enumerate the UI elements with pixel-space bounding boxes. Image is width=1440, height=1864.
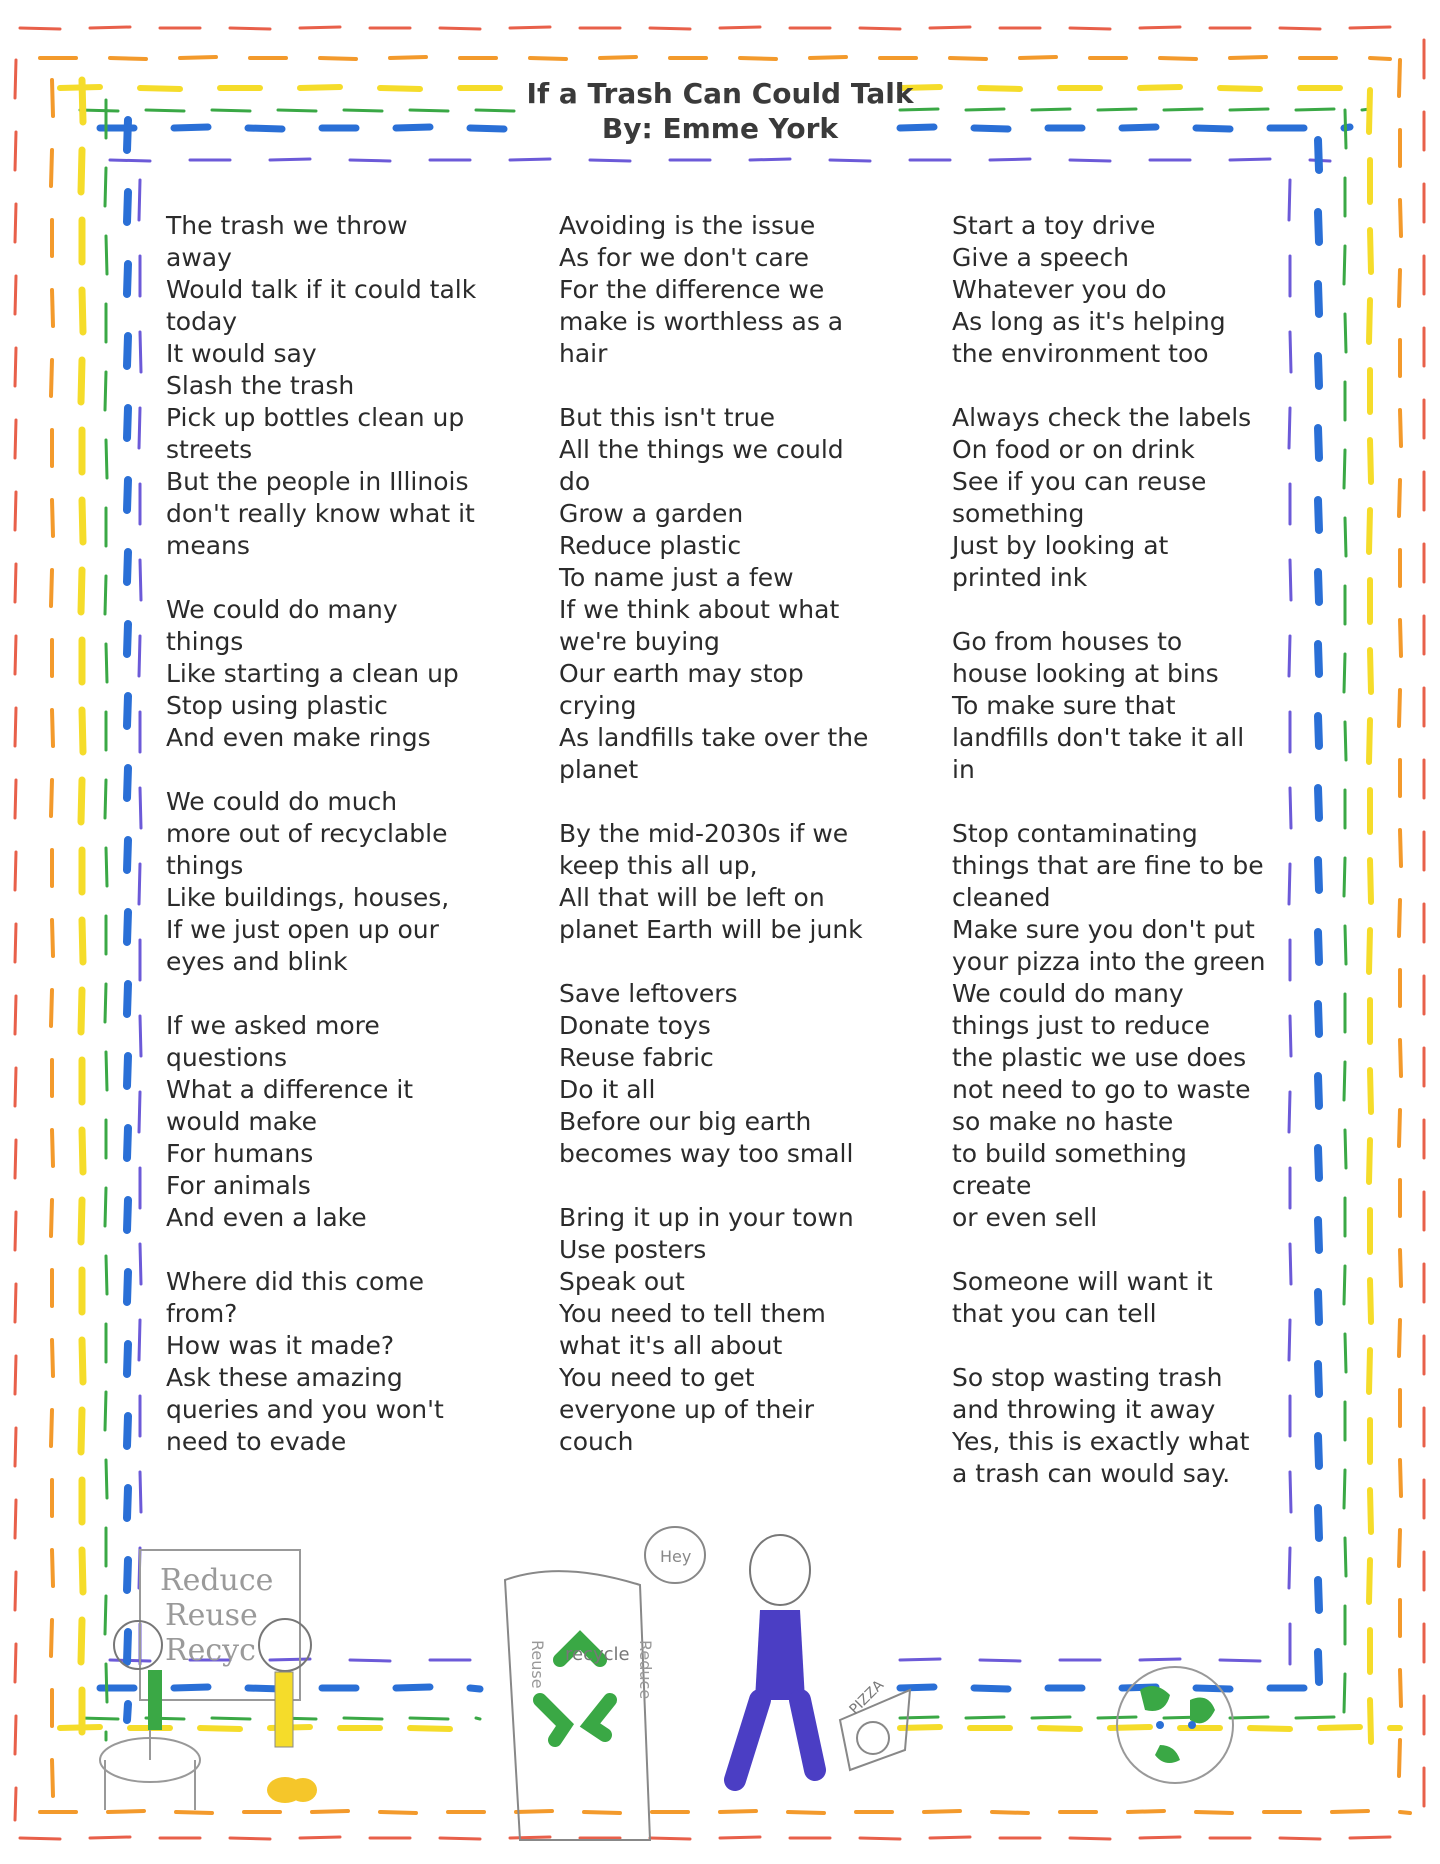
poem-line: As long as it's helping	[952, 307, 1226, 336]
poem-line: or even sell	[952, 1203, 1098, 1232]
poem-line: and throwing it away	[952, 1395, 1216, 1424]
poem-line: the plastic we use does	[952, 1043, 1247, 1072]
poem-line: to build something	[952, 1139, 1187, 1168]
poem-line: By the mid-2030s if we	[559, 819, 849, 848]
poem-line: Before our big earth	[559, 1107, 812, 1136]
poem-line: Bring it up in your town	[559, 1203, 854, 1232]
poem-line: things just to reduce	[952, 1011, 1210, 1040]
poem-line: create	[952, 1171, 1032, 1200]
sign-line-2: Reuse	[165, 1598, 258, 1633]
poem-line: Like starting a clean up	[166, 659, 459, 688]
poem-line: today	[166, 307, 238, 336]
poem-line: Ask these amazing	[166, 1363, 403, 1392]
poem-line: eyes and blink	[166, 947, 348, 976]
poem-line: To name just a few	[559, 563, 794, 592]
poem-line: your pizza into the green	[952, 947, 1266, 976]
poem-line: in	[952, 755, 975, 784]
poem-line: Our earth may stop	[559, 659, 804, 688]
poem-line: that you can tell	[952, 1299, 1157, 1328]
poem-line: streets	[166, 435, 253, 464]
poem-line: Donate toys	[559, 1011, 711, 1040]
can-side-right: Reduce	[636, 1640, 655, 1700]
poem-line: If we think about what	[559, 595, 840, 624]
poem-line: Where did this come	[166, 1267, 424, 1296]
poem-line: So stop wasting trash	[952, 1363, 1223, 1392]
poem-line: Reuse fabric	[559, 1043, 714, 1072]
poem-line: For animals	[166, 1171, 311, 1200]
poem-line: more out of recyclable	[166, 819, 448, 848]
poem-line: Someone will want it	[952, 1267, 1213, 1296]
poem-line: Use posters	[559, 1235, 707, 1264]
poem-line: See if you can reuse	[952, 467, 1207, 496]
poem-line: You need to tell them	[559, 1299, 826, 1328]
poem-line: Go from houses to	[952, 627, 1183, 656]
poem-line: And even a lake	[166, 1203, 367, 1232]
poem-line: Give a speech	[952, 243, 1129, 272]
poem-line: Start a toy drive	[952, 211, 1156, 240]
poem-line: need to evade	[166, 1427, 347, 1456]
trash-can-figure	[505, 1527, 705, 1840]
poem-line: Avoiding is the issue	[559, 211, 816, 240]
poem-line: For humans	[166, 1139, 314, 1168]
poem-line: landfills don't take it all	[952, 723, 1245, 752]
poem-line: house looking at bins	[952, 659, 1219, 688]
poem-line: something	[952, 499, 1085, 528]
poem-line: Stop contaminating	[952, 819, 1198, 848]
poem-line: If we asked more	[166, 1011, 380, 1040]
speech-bubble: Hey	[660, 1547, 692, 1566]
poem-line: Stop using plastic	[166, 691, 388, 720]
poem-title: If a Trash Can Could Talk	[526, 77, 914, 110]
poem-line: We could do much	[166, 787, 398, 816]
poem-line: questions	[166, 1043, 288, 1072]
can-side-left: Reuse	[528, 1640, 547, 1689]
poem-line: We could do many	[952, 979, 1184, 1008]
poem-line: we're buying	[559, 627, 720, 656]
poem-line: If we just open up our	[166, 915, 439, 944]
poem-line: Would talk if it could talk	[166, 275, 477, 304]
poem-line: Save leftovers	[559, 979, 738, 1008]
can-label: recycle	[565, 1644, 630, 1665]
poem-line: cleaned	[952, 883, 1051, 912]
girl-figure	[735, 1535, 910, 1780]
poem-line: don't really know what it	[166, 499, 475, 528]
poem-author: By: Emme York	[601, 112, 839, 145]
poem-line: printed ink	[952, 563, 1088, 592]
poem-line: But this isn't true	[559, 403, 776, 432]
poem-line: Like buildings, houses,	[166, 883, 450, 912]
poem-line: so make no haste	[952, 1107, 1174, 1136]
poem-line: a trash can would say.	[952, 1459, 1231, 1488]
poem-line: crying	[559, 691, 637, 720]
poem-line: The trash we throw	[166, 211, 408, 240]
poem-line: the environment too	[952, 339, 1209, 368]
poem-line: means	[166, 531, 250, 560]
poem-line: On food or on drink	[952, 435, 1195, 464]
poem-line: things	[166, 627, 244, 656]
poem-line: from?	[166, 1299, 238, 1328]
sign-line-1: Reduce	[160, 1563, 274, 1598]
poem-line: planet	[559, 755, 639, 784]
poem-line: You need to get	[559, 1363, 755, 1392]
poem-line: what it's all about	[559, 1331, 783, 1360]
poem-line: not need to go to waste	[952, 1075, 1251, 1104]
poem-line: things that are fine to be	[952, 851, 1264, 880]
poem-line: Slash the trash	[166, 371, 355, 400]
sign-line-3: Recyc	[165, 1633, 256, 1668]
poem-line: But the people in Illinois	[166, 467, 469, 496]
poem-line: couch	[559, 1427, 634, 1456]
poem-line: And even make rings	[166, 723, 431, 752]
poem-line: things	[166, 851, 244, 880]
poem-line: planet Earth will be junk	[559, 915, 863, 944]
poem-line: Pick up bottles clean up	[166, 403, 465, 432]
poem-line: Reduce plastic	[559, 531, 742, 560]
poem-line: do	[559, 467, 591, 496]
poem-line: How was it made?	[166, 1331, 395, 1360]
poem-line: Yes, this is exactly what	[952, 1427, 1250, 1456]
poem-line: As for we don't care	[559, 243, 809, 272]
poem-line: make is worthless as a	[559, 307, 844, 336]
poem-line: Whatever you do	[952, 275, 1167, 304]
poem-line: Always check the labels	[952, 403, 1252, 432]
child-figure-right	[259, 1619, 317, 1803]
poem-line: What a difference it	[166, 1075, 414, 1104]
poem-line: We could do many	[166, 595, 398, 624]
poem-line: hair	[559, 339, 608, 368]
poem-line: It would say	[166, 339, 317, 368]
earth-figure	[1117, 1667, 1233, 1783]
poem-line: To make sure that	[952, 691, 1176, 720]
poem-line: For the difference we	[559, 275, 825, 304]
poem-line: becomes way too small	[559, 1139, 854, 1168]
poem-line: All that will be left on	[559, 883, 825, 912]
poem-line: Just by looking at	[952, 531, 1169, 560]
poem-line: away	[166, 243, 232, 272]
poem-line: keep this all up,	[559, 851, 758, 880]
poem-line: Do it all	[559, 1075, 656, 1104]
poem-line: All the things we could	[559, 435, 844, 464]
poem-line: Grow a garden	[559, 499, 744, 528]
poem-line: Speak out	[559, 1267, 685, 1296]
poem-line: queries and you won't	[166, 1395, 444, 1424]
poem-line: everyone up of their	[559, 1395, 815, 1424]
poem-line: Make sure you don't put	[952, 915, 1255, 944]
pizza-box-label: PIZZA	[846, 1677, 888, 1718]
poem-line: would make	[166, 1107, 317, 1136]
poem-line: As landfills take over the	[559, 723, 869, 752]
